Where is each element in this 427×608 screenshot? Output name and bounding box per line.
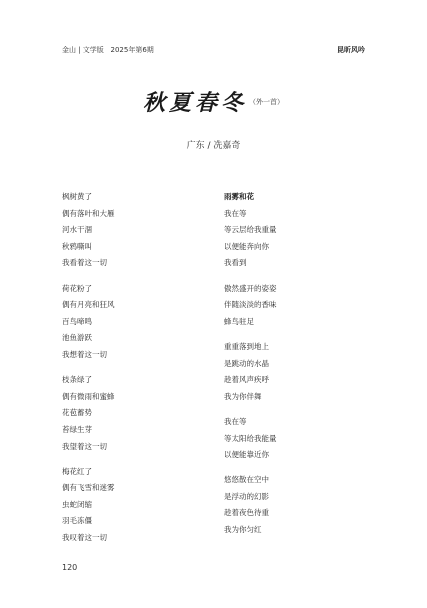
second-poem-title: 雨雾和花 [224,192,254,201]
poem-line: 花苞蓄势 [62,408,92,418]
poem-line: 偶有微雨和蜜蜂 [62,391,115,401]
poem-line: 是跳动的水晶 [224,358,269,368]
poem-line: 枝条绿了 [62,375,92,385]
poem-line: 枫树黄了 [62,192,92,201]
stanza-break [224,405,277,414]
poem-title-block [0,86,427,117]
poem-line: 我在等 [224,416,247,426]
poem-line: 以便能奔向你 [224,241,269,251]
poem-line: 我望着这一切 [62,441,107,451]
poem-right-column [224,189,277,539]
poem-line: 荷花粉了 [62,283,92,293]
poem-line: 秋鸦嘶叫 [62,241,92,251]
poem-line: 苔绿生芽 [62,424,92,434]
poem-line: 梅花红了 [62,466,92,476]
poem-line: 我为你伴舞 [224,391,262,401]
poem-line: 虫蛇闭缩 [62,499,92,509]
journal-header [62,45,154,55]
page-number: 120 [62,563,78,572]
poem-line: 我看着这一切 [62,258,107,268]
column-name: 昆昕风吟 [337,46,365,54]
poem-line: 我想着这一切 [62,349,107,359]
stanza-break [62,272,115,281]
poem-line: 偶有飞雪和迷雾 [62,483,115,493]
poem-title-note: （外一首） [249,98,284,106]
poem-line: 羽毛冻僵 [62,516,92,526]
poem-line: 等太阳给我能量 [224,433,277,443]
author-line: 广东 / 冼嘉奇 [186,141,241,151]
poem-line: 偶有月亮和狂风 [62,300,115,310]
poem-line: 趁着夜色待重 [224,508,269,518]
poem-line: 我叹着这一切 [62,533,107,543]
poem-line: 重重落到地上 [224,341,269,351]
poem-line: 以便能靠近你 [224,450,269,460]
poem-line: 趁着风声疾呼 [224,375,269,385]
poem-line: 池鱼游跃 [62,333,92,343]
poem-line: 我在等 [224,208,247,218]
poem-line: 百鸟啼鸣 [62,316,92,326]
poem-line: 蜂鸟驻足 [224,316,254,326]
poem-line: 是浮动的幻影 [224,491,269,501]
poem-line: 我为你匀红 [224,525,262,535]
stanza-break [224,330,277,339]
stanza-break [224,464,277,473]
stanza-break [224,272,277,281]
poem-line: 傲然盛开的姿姿 [224,283,277,293]
poem-left-column [62,189,115,547]
poem-line: 偶有落叶和大雁 [62,208,115,218]
journal-name: 金山 | 文学版 [62,46,104,54]
poem-line: 我看到 [224,258,247,268]
stanza-break [62,455,115,464]
poem-line: 等云层给我重量 [224,225,277,235]
issue-label: 2025年第6期 [110,46,154,54]
poem-line: 悠悠散在空中 [224,475,269,485]
poem-title: 秋夏春冬 [142,90,247,116]
stanza-break [62,364,115,373]
poem-line: 河水干涸 [62,225,92,235]
poem-line: 伴随淡淡的香味 [224,300,277,310]
